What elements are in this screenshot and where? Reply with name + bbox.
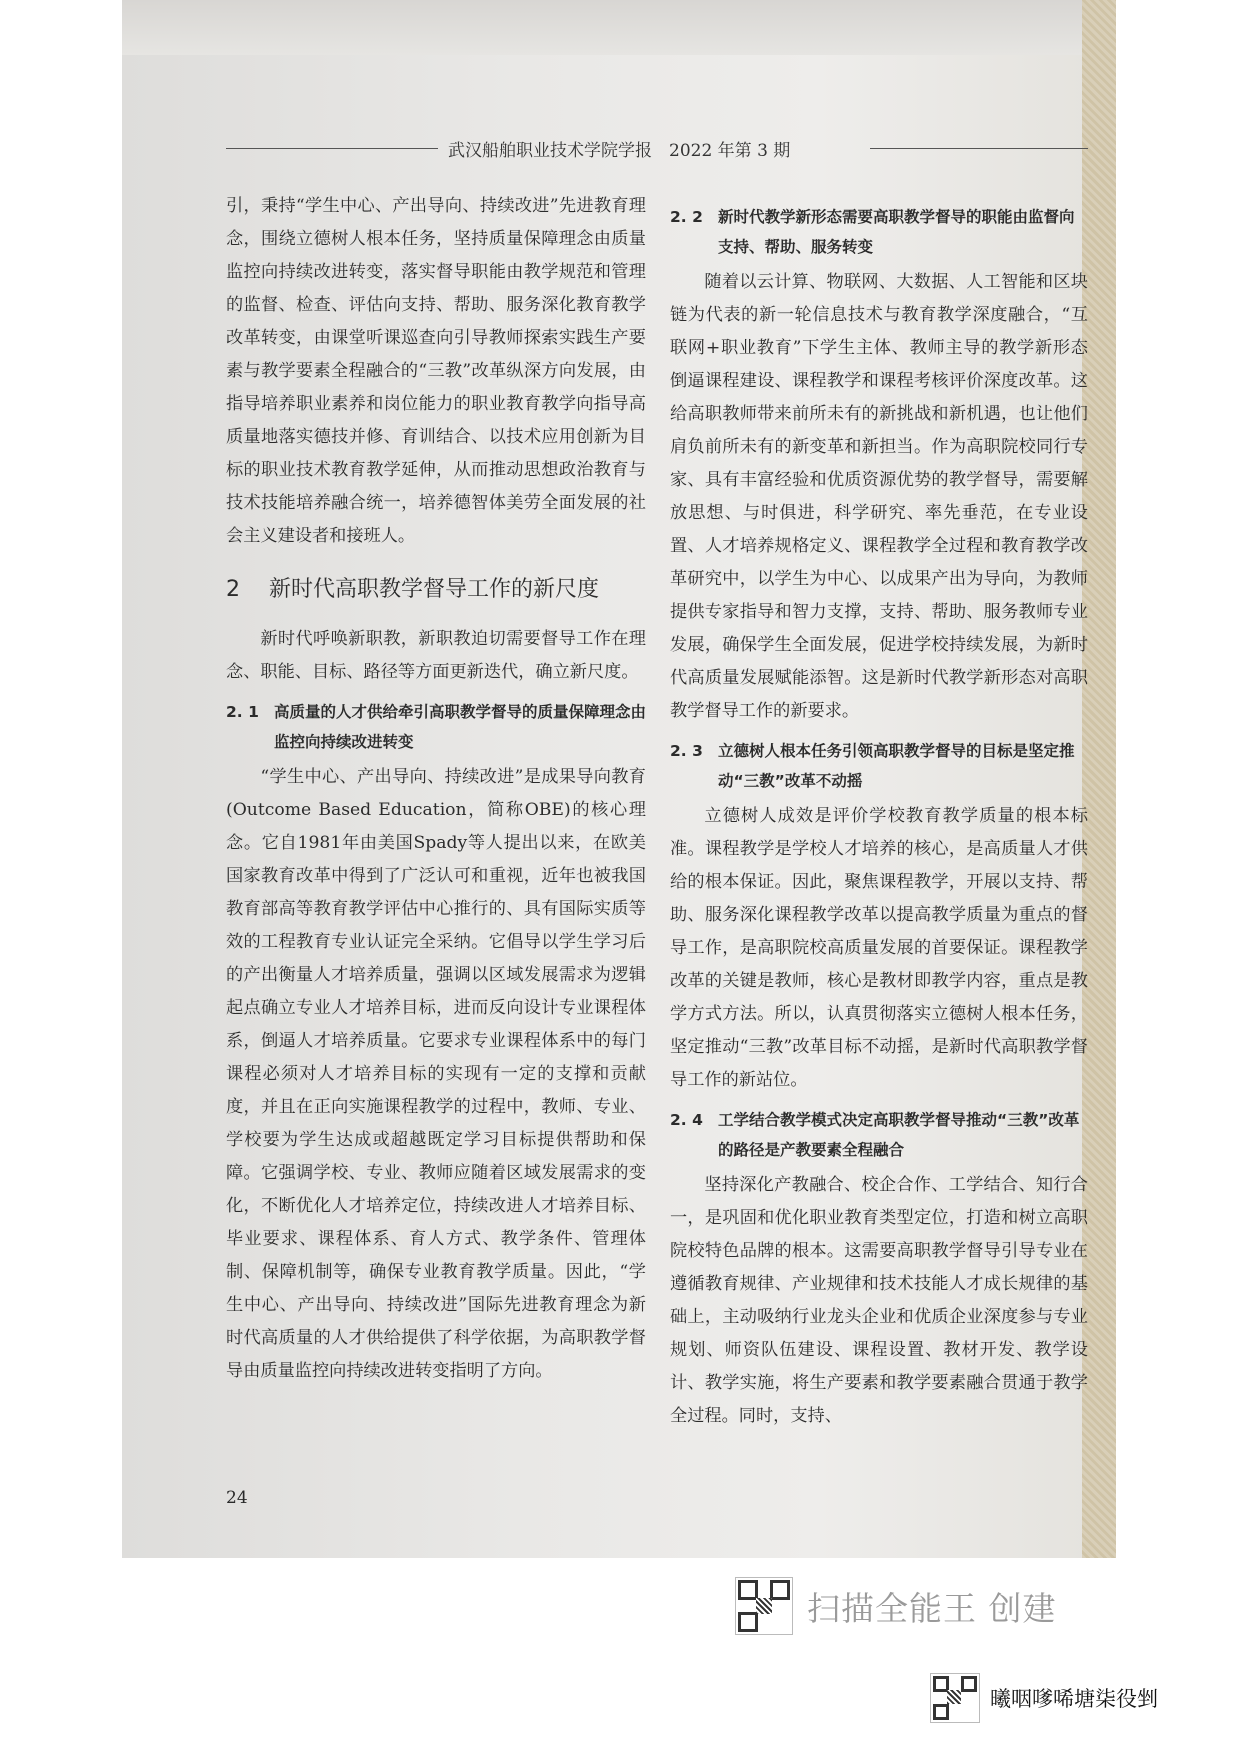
header-rule-left (226, 148, 438, 149)
section-2-title: 新时代高职教学督导工作的新尺度 (269, 577, 600, 602)
section-2-4-body: 坚持深化产教融合、校企合作、工学结合、知行合一，是巩固和优化职业教育类型定位，打造和树立高职院校特色品牌的根本。这需要高职教学督导引导专业在遵循教育规律、产业规律和技术技能人才成长规律的基础上，主动吸纳行业龙头企业和优质企业深度参与专业规划、师资队伍建设、课程设置、教材开发、教学设计、教学实施，将生产要素和教学要素融合贯通于教学全过程。同时，支持、 (670, 1175, 1088, 1426)
header-rule-right (870, 148, 1088, 149)
photo-top-shadow (122, 0, 1116, 55)
journal-title: 武汉船舶职业技术学院学报 2022 年第 3 期 (448, 141, 791, 161)
small-qr-code-icon (930, 1673, 980, 1723)
section-2-4-heading (670, 1105, 1088, 1165)
watermark-label: 扫描全能王 创建 (807, 1588, 1057, 1628)
section-2-1-heading (226, 697, 646, 757)
footer-watermark-text: 曦咽嗲唏塘柒役剉 (990, 1687, 1158, 1711)
section-2-heading (226, 575, 646, 605)
left-column (226, 190, 646, 1388)
section-2-3-body: 立德树人成效是评价学校教育教学质量的根本标准。课程教学是学校人才培养的核心，是高质量人才供给的根本保证。因此，聚焦课程教学，开展以支持、帮助、服务深化课程教学改革以提高教学质量为重点的督导工作，是高职院校高质量发展的首要保证。课程教学改革的关键是教师，核心是教材即教学内容，重点是教学方式方法。所以，认真贯彻落实立德树人根本任务，坚定推动“三教”改革目标不动摇，是新时代高职教学督导工作的新站位。 (670, 806, 1088, 1090)
section-2-2-heading (670, 202, 1088, 262)
intro-paragraph: 引，秉持“学生中心、产出导向、持续改进”先进教育理念，围绕立德树人根本任务，坚持质量保障理念由质量监控向持续改进转变，落实督导职能由教学规范和管理的监督、检查、评估向支持、帮助、服务深化教育教学改革转变，由课堂听课巡查向引导教师探索实践生产要素与教学要素全程融合的“三教”改革纵深方向发展，由指导培养职业素养和岗位能力的职业教育教学向指导高质量地落实德技并修、育训结合、以技术应用创新为目标的职业技术教育教学延伸，从而推动思想政治教育与技术技能培养融合统一，培养德智体美劳全面发展的社会主义建设者和接班人。 (226, 196, 646, 546)
section-2-2-number: 2. 2 (670, 208, 703, 226)
section-2-3-title: 立德树人根本任务引领高职教学督导的目标是坚定推动“三教”改革不动摇 (718, 742, 1075, 790)
section-2-4-number: 2. 4 (670, 1111, 703, 1129)
section-2-1-title: 高质量的人才供给牵引高职教学督导的质量保障理念由监控向持续改进转变 (274, 703, 647, 751)
section-2-intro: 新时代呼唤新职教，新职教迫切需要督导工作在理念、职能、目标、路径等方面更新迭代，确立新尺度。 (226, 629, 646, 682)
section-2-1-number: 2. 1 (226, 703, 259, 721)
section-2-4-title: 工学结合教学模式决定高职教学督导推动“三教”改革的路径是产教要素全程融合 (718, 1111, 1080, 1159)
section-2-2-body: 随着以云计算、物联网、大数据、人工智能和区块链为代表的新一轮信息技术与教育教学深度融合，“互联网+职业教育”下学生主体、教师主导的教学新形态倒逼课程建设、课程教学和课程考核评价深度改革。这给高职教师带来前所未有的新挑战和新机遇，也让他们肩负前所未有的新变革和新担当。作为高职院校同行专家、具有丰富经验和优质资源优势的教学督导，需要解放思想、与时俱进，科学研究、率先垂范，在专业设置、人才培养规格定义、课程教学全过程和教育教学改革研究中，以学生为中心、以成果产出为导向，为教师提供专家指导和智力支撑，支持、帮助、服务教师专业发展，确保学生全面发展，促进学校持续发展，为新时代高质量发展赋能添智。这是新时代教学新形态对高职教学督导工作的新要求。 (670, 272, 1088, 721)
camscanner-watermark (735, 1580, 1057, 1632)
qr-code-icon (735, 1577, 793, 1635)
section-2-1-body: “学生中心、产出导向、持续改进”是成果导向教育(Outcome Based Education，简称OBE)的核心理念。它自1981年由美国Spady等人提出以来，在欧美国家教育改革中得到了广泛认可和重视，近年也被我国教育部高等教育教学评估中心推行的、具有国际实质等效的工程教育专业认证完全采纳。它倡导以学生学习后的产出衡量人才培养质量，强调以区域发展需求为逻辑起点确立专业人才培养目标，进而反向设计专业课程体系，倒逼人才培养质量。它要求专业课程体系中的每门课程必须对人才培养目标的实现有一定的支撑和贡献度，并且在正向实施课程教学的过程中，教师、专业、学校要为学生达成或超越既定学习目标提供帮助和保障。它强调学校、专业、教师应随着区域发展需求的变化，不断优化人才培养定位，持续改进人才培养目标、毕业要求、课程体系、育人方式、教学条件、管理体制、保障机制等，确保专业教育教学质量。因此，“学生中心、产出导向、持续改进”国际先进教育理念为新时代高质量的人才供给提供了科学依据，为高职教学督导由质量监控向持续改进转变指明了方向。 (226, 767, 646, 1381)
section-2-3-number: 2. 3 (670, 742, 703, 760)
section-2-3-heading (670, 736, 1088, 796)
page-number: 24 (226, 1488, 248, 1508)
footer-watermark (930, 1673, 1158, 1723)
running-header (226, 136, 1088, 160)
section-2-2-title: 新时代教学新形态需要高职教学督导的职能由监督向支持、帮助、服务转变 (718, 208, 1075, 256)
section-2-number: 2 (226, 577, 240, 602)
right-column (670, 202, 1088, 1433)
